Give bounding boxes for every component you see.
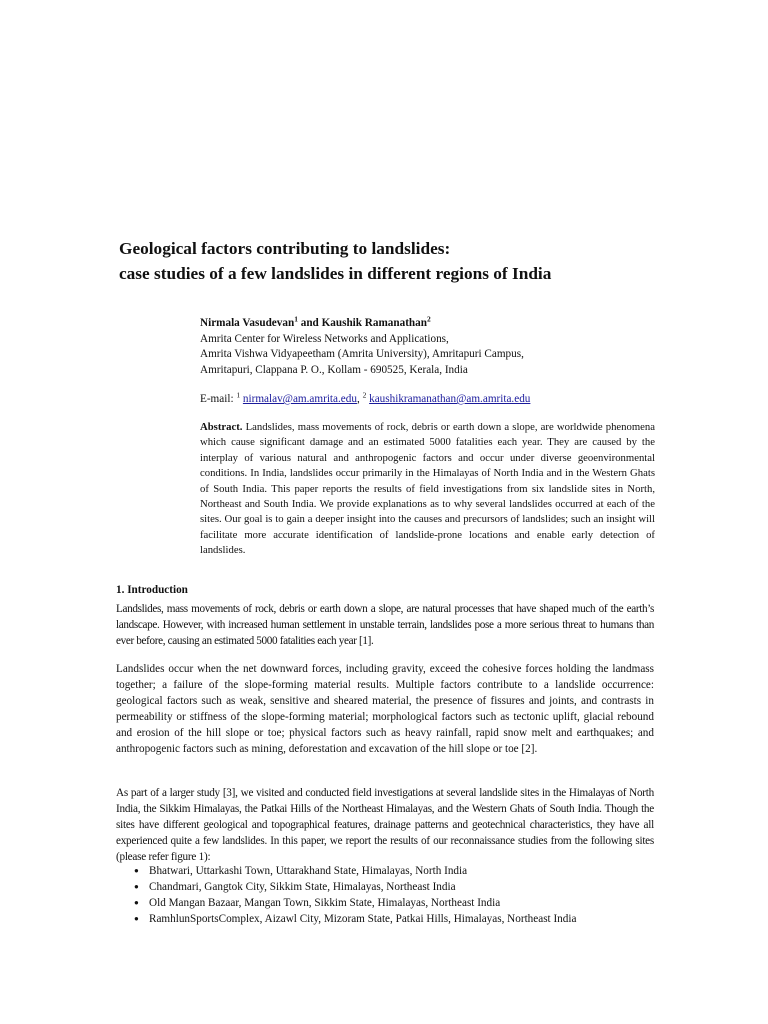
author-1: Nirmala Vasudevan <box>200 317 295 329</box>
title-line-1: Geological factors contributing to landslides: <box>119 239 451 258</box>
author-1-sup: 1 <box>294 314 298 324</box>
email-2-sup: 2 <box>362 390 367 400</box>
author-block <box>200 316 660 378</box>
email-link-1[interactable]: nirmalav@am.amrita.edu <box>242 393 357 405</box>
site-list <box>134 863 664 927</box>
author-2: Kaushik Ramanathan <box>321 317 427 329</box>
intro-paragraph-2: Landslides occur when the net downward forces, including gravity, exceed the cohesive forces holding the landmass together; a failure of the slope-forming material results. Multiple factors contribute to a landslide occurrence: geological factors such as weak, sensitive and sheared material, the presence of fissures and joints, and contrasts in permeability or stiffness of the slope-forming material; morphological factors such as tectonic uplift, glacial rebound and erosion of the hill slope or toe; physical factors such as heavy rainfall, rapid snow melt and earthquakes; and anthropogenic factors such as mining, deforestation and excavation of the hill slope or toe [2]. <box>116 663 654 756</box>
intro-paragraph-1: Landslides, mass movements of rock, debris or earth down a slope, are natural processes that have shaped much of the earth’s landscape. However, with increased human settlement in unstable terrain, landslides pose a more serious threat to humans than ever before, causing an estimated 5000 fatalities each year [1]. <box>116 603 654 648</box>
affiliation-line-2: Amrita Vishwa Vidyapeetham (Amrita University), Amritapuri Campus, <box>200 348 524 360</box>
email-label: E-mail: <box>200 393 237 405</box>
author-2-sup: 2 <box>426 314 431 324</box>
abstract <box>200 420 655 559</box>
email-line <box>200 392 530 408</box>
affiliation-line-3: Amritapuri, Clappana P. O., Kollam - 690525, Kerala, India <box>200 363 468 376</box>
email-1-sup: 1 <box>236 390 241 400</box>
email-separator: , <box>356 393 363 405</box>
abstract-text: Landslides, mass movements of rock, debris or earth down a slope, are worldwide phenomena which cause significant damage and an estimated 5000 fatalities each year. They are caused by the interplay of various natural and anthropogenic factors and occur under diverse geoenvironmental conditions. In India, landslides occur primarily in the Himalayas of North India and in the Western Ghats of South India. This paper reports the results of field investigations from six landslide sites in North, Northeast and South India. We provide explanations as to why several landslides occurred at each of the sites. Our goal is to gain a deeper insight into the causes and precursors of landslides; such an insight will facilitate more accurate identification of landslide-prone locations and enable early detection of landslides. <box>200 421 656 557</box>
list-item: ● RamhlunSportsComplex, Aizawl City, Mizoram State, Patkai Hills, Himalayas, Northeast India <box>134 911 664 927</box>
section-heading-introduction: 1. Introduction <box>116 584 188 596</box>
author-names <box>200 316 660 332</box>
abstract-label: Abstract. <box>200 421 243 433</box>
paper-title <box>119 236 679 286</box>
email-link-2[interactable]: kaushikramanathan@am.amrita.edu <box>369 393 531 405</box>
list-item: ● Bhatwari, Uttarkashi Town, Uttarakhand State, Himalayas, North India <box>134 863 664 879</box>
author-join: and <box>297 317 322 329</box>
list-item: ● Old Mangan Bazaar, Mangan Town, Sikkim State, Himalayas, Northeast India <box>134 895 664 911</box>
intro-paragraph-3: As part of a larger study [3], we visited and conducted field investigations at several landslide sites in the Himalayas of North India, the Sikkim Himalayas, the Patkai Hills of the Northeast Himalayas, and the Western Ghats of South India. Though the sites have different geological and topographical features, drainage patterns and geotechnical characteristics, they have all experienced quite a few landslides. In this paper, we report the results of our reconnaissance studies from the following sites (please refer figure 1): <box>116 787 654 864</box>
list-item: ● Chandmari, Gangtok City, Sikkim State, Himalayas, Northeast India <box>134 879 664 895</box>
title-line-2: case studies of a few landslides in different regions of India <box>119 264 552 283</box>
affiliation-line-1: Amrita Center for Wireless Networks and Applications, <box>200 332 449 345</box>
